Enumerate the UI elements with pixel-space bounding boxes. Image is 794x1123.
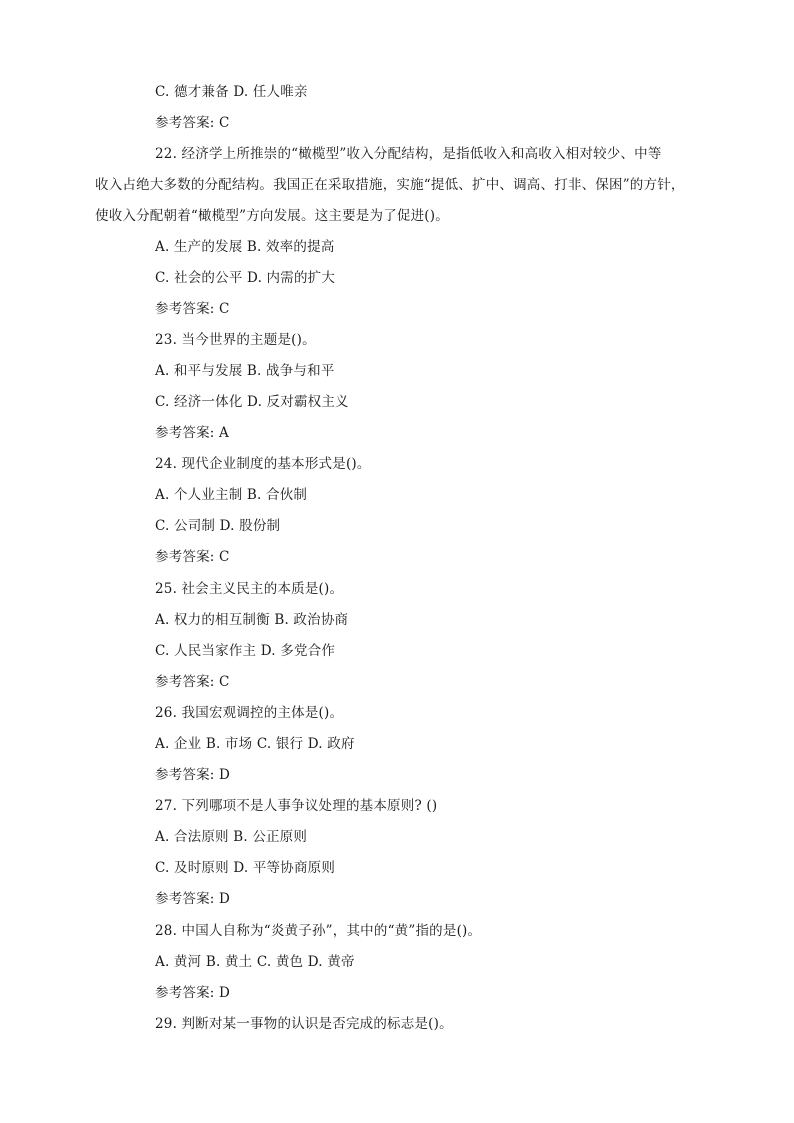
answer-line: 参考答案: D — [155, 767, 231, 783]
question-27: 27. 下列哪项不是人事争议处理的基本原则? () — [155, 798, 438, 814]
answer-line: 参考答案: A — [155, 425, 229, 441]
option-line-c-d: C. 人民当家作主 D. 多党合作 — [155, 643, 336, 659]
option-line-c-d: C. 公司制 D. 股份制 — [155, 518, 281, 534]
option-line-a-b: A. 权力的相互制衡 B. 政治协商 — [155, 612, 349, 628]
option-line-c-d: C. 社会的公平 D. 内需的扩大 — [155, 270, 336, 286]
question-25: 25. 社会主义民主的本质是()。 — [155, 581, 344, 597]
option-line-a-d: A. 企业 B. 市场 C. 银行 D. 政府 — [155, 736, 355, 752]
answer-line: 参考答案: C — [155, 549, 230, 565]
option-line-c-d: C. 及时原则 D. 平等协商原则 — [155, 860, 336, 876]
question-22-continuation: 收入占绝大多数的分配结构。我国正在采取措施，实施“提低、扩中、调高、打非、保困”的方针， — [95, 177, 685, 193]
question-26: 26. 我国宏观调控的主体是()。 — [155, 705, 344, 721]
question-23: 23. 当今世界的主题是()。 — [155, 332, 316, 348]
option-line-a-d: A. 黄河 B. 黄土 C. 黄色 D. 黄帝 — [155, 954, 355, 970]
option-line-a-b: A. 生产的发展 B. 效率的提高 — [155, 239, 335, 255]
answer-line: 参考答案: D — [155, 891, 231, 907]
question-29: 29. 判断对某一事物的认识是否完成的标志是()。 — [155, 1016, 453, 1032]
option-line-a-b: A. 个人业主制 B. 合伙制 — [155, 487, 308, 503]
answer-line: 参考答案: D — [155, 985, 231, 1001]
option-line-a-b: A. 和平与发展 B. 战争与和平 — [155, 363, 335, 379]
question-22-continuation: 使收入分配朝着“橄榄型”方向发展。这主要是为了促进()。 — [95, 208, 449, 224]
question-28: 28. 中国人自称为“炎黄子孙”，其中的“黄”指的是()。 — [155, 923, 482, 939]
question-24: 24. 现代企业制度的基本形式是()。 — [155, 456, 371, 472]
question-22: 22. 经济学上所推崇的“橄榄型”收入分配结构，是指低收入和高收入相对较少、中等 — [155, 146, 662, 162]
answer-line: 参考答案: C — [155, 674, 230, 690]
option-line-a-b: A. 合法原则 B. 公正原则 — [155, 829, 308, 845]
answer-line: 参考答案: C — [155, 115, 230, 131]
option-line-c-d: C. 经济一体化 D. 反对霸权主义 — [155, 394, 349, 410]
answer-line: 参考答案: C — [155, 301, 230, 317]
option-line-c-d: C. 德才兼备 D. 任人唯亲 — [155, 84, 308, 100]
